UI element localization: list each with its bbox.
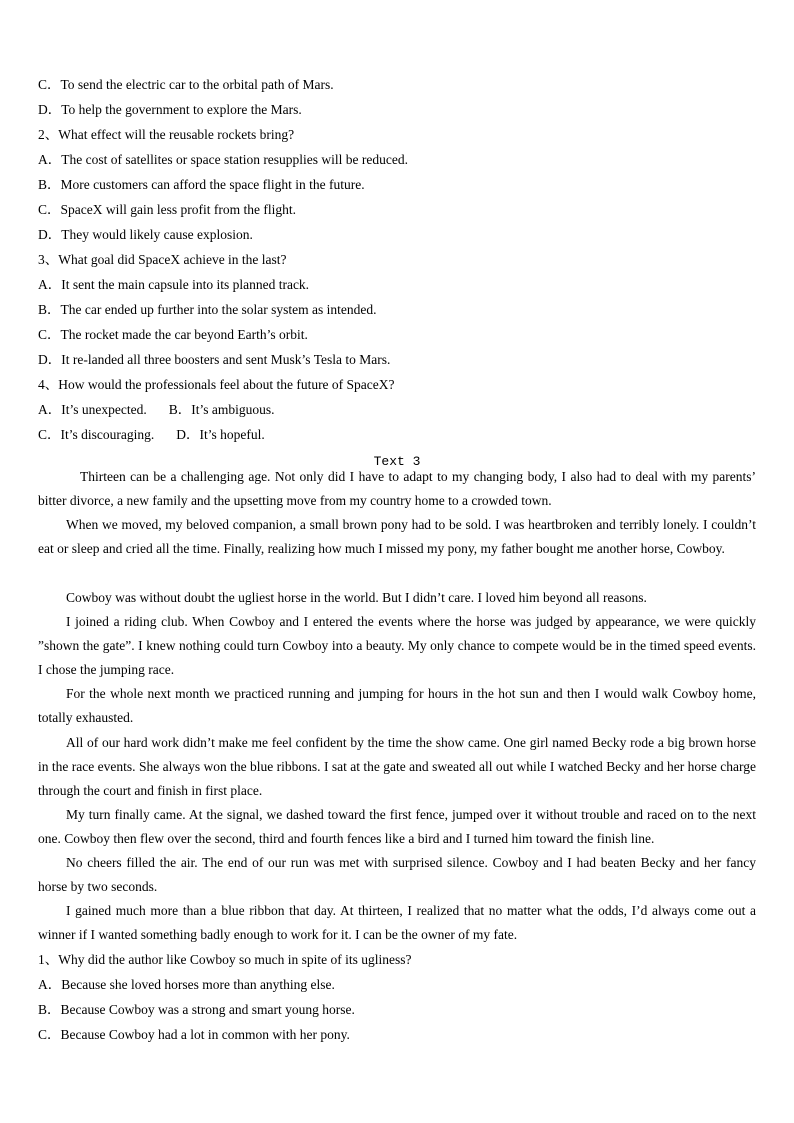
text3-paragraph-8: No cheers filled the air. The end of our run was met with surprised silence. Cowboy and I had beaten Becky and her fancy horse by two seconds. — [38, 855, 756, 895]
q3-option-b: B．The car ended up further into the solar system as intended. — [38, 302, 377, 317]
text3-paragraph-5: For the whole next month we practiced running and jumping for hours in the hot sun and then I would walk Cowboy home, totally exhausted. — [38, 686, 756, 726]
question-4: 4、How would the professionals feel about the future of SpaceX? — [38, 377, 395, 392]
q2-option-d: D．They would likely cause explosion. — [38, 227, 253, 242]
q1-option-c: C．To send the electric car to the orbital path of Mars. — [38, 77, 334, 92]
question-2: 2、What effect will the reusable rockets bring? — [38, 127, 295, 142]
q4-options-row-2 — [38, 426, 265, 444]
q2-option-c: C．SpaceX will gain less profit from the flight. — [38, 202, 296, 217]
q3-option-d: D．It re-landed all three boosters and sent Musk’s Tesla to Mars. — [38, 352, 391, 367]
text3-question-1: 1、Why did the author like Cowboy so much in spite of its ugliness? — [38, 952, 412, 967]
question-3: 3、What goal did SpaceX achieve in the last? — [38, 252, 287, 267]
text3-paragraph-1: Thirteen can be a challenging age. Not only did I have to adapt to my changing body, I also had to deal with my parents’ bitter divorce, a new family and the upsetting move from my country home to a crowded town. — [38, 469, 756, 509]
q3-option-a: A．It sent the main capsule into its planned track. — [38, 277, 310, 292]
q1-option-d: D．To help the government to explore the Mars. — [38, 102, 302, 117]
text3-paragraph-7: My turn finally came. At the signal, we dashed toward the first fence, jumped over it without trouble and raced on to the next one. Cowboy then flew over the second, third and fourth fences like a bird and I turned him toward the finish line. — [38, 807, 756, 847]
q3-option-c: C．The rocket made the car beyond Earth’s orbit. — [38, 327, 308, 342]
q2-option-a: A．The cost of satellites or space station resupplies will be reduced. — [38, 152, 409, 167]
text3-q1-option-b: B．Because Cowboy was a strong and smart young horse. — [38, 1002, 355, 1017]
text3-paragraph-3: Cowboy was without doubt the ugliest horse in the world. But I didn’t care. I loved him beyond all reasons. — [66, 590, 647, 605]
text3-title: Text 3 — [373, 454, 421, 469]
q4-options-row-1 — [38, 401, 274, 419]
text3-q1-option-a: A．Because she loved horses more than anything else. — [38, 977, 335, 992]
text3-paragraph-9: I gained much more than a blue ribbon that day. At thirteen, I realized that no matter what the odds, I’d always come out a winner if I wanted something badly enough to work for it. I can be the owner of my fate. — [38, 903, 756, 943]
text3-paragraph-6: All of our hard work didn’t make me feel confident by the time the show came. One girl named Becky rode a big brown horse in the race events. She always won the blue ribbons. I sat at the gate and sweated all out while I watched Becky and her horse charge through the court and finish in first place. — [38, 735, 756, 799]
q4-option-a: A．It’s unexpected. — [38, 402, 147, 417]
text3-q1-option-c: C．Because Cowboy had a lot in common with her pony. — [38, 1027, 350, 1042]
text3-paragraph-4: I joined a riding club. When Cowboy and I entered the events where the horse was judged by appearance, we were quickly ”shown the gate”. I knew nothing could turn Cowboy into a beauty. My only chance to compete would be in the timed speed events. I chose the jumping race. — [38, 614, 756, 678]
q4-option-b: B．It’s ambiguous. — [168, 402, 275, 417]
q2-option-b: B．More customers can afford the space flight in the future. — [38, 177, 365, 192]
q4-option-d: D．It’s hopeful. — [176, 427, 265, 442]
q4-option-c: C．It’s discouraging. — [38, 427, 155, 442]
text3-paragraph-2: When we moved, my beloved companion, a small brown pony had to be sold. I was heartbroken and terribly lonely. I couldn’t eat or sleep and cried all the time. Finally, realizing how much I missed my pony, my father bought me another horse, Cowboy. — [38, 517, 756, 557]
